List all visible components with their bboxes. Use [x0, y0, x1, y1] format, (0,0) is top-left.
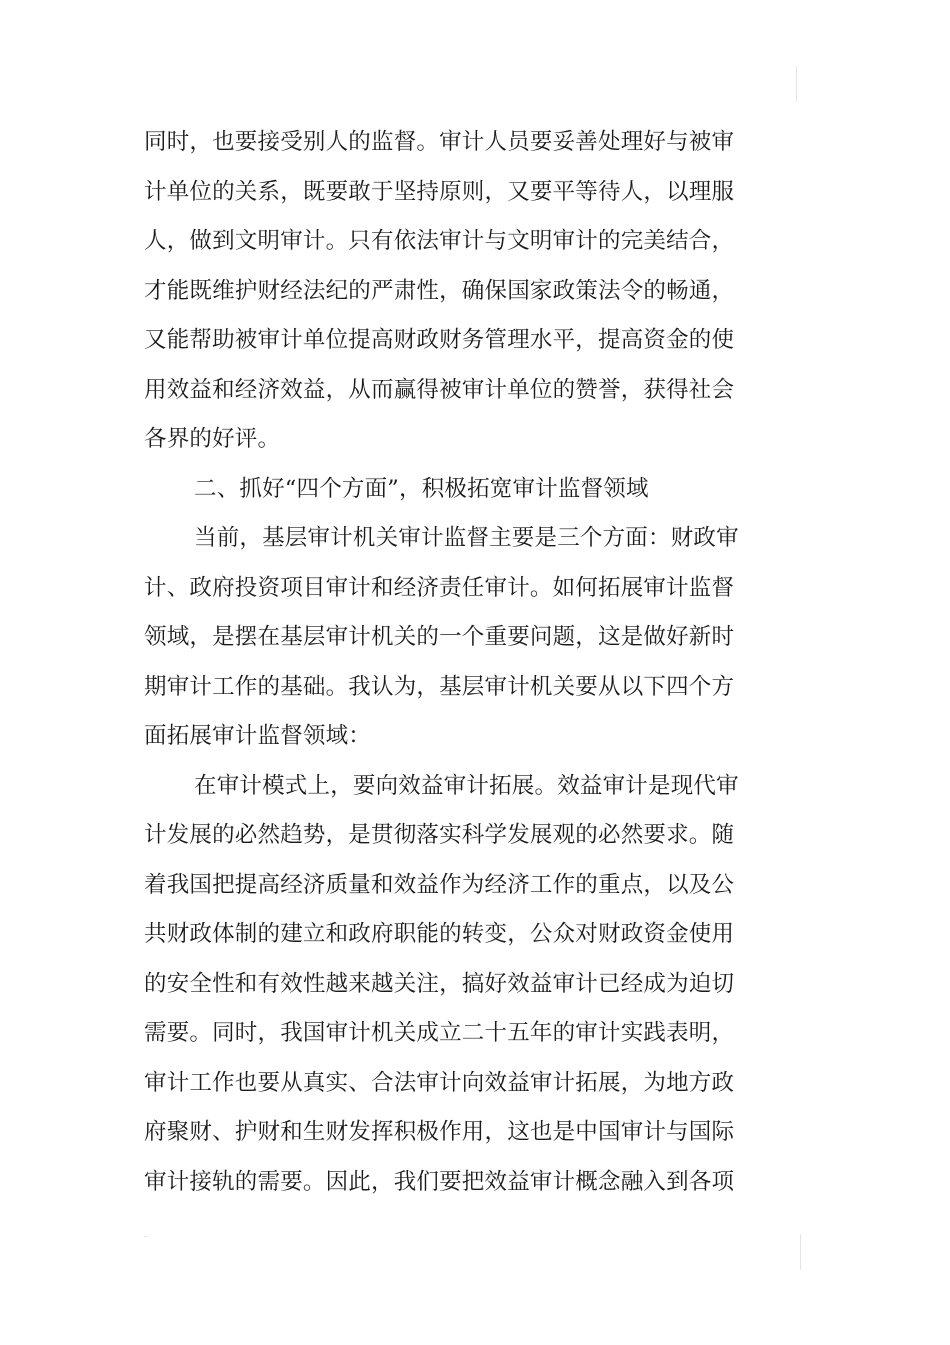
text-line: 期审计工作的基础。我认为，基层审计机关要从以下四个方 — [144, 673, 735, 700]
document-body — [144, 118, 744, 1207]
text-line: 审计接轨的需要。因此，我们要把效益审计概念融入到各项 — [144, 1168, 735, 1195]
text-line: 面拓展审计监督领域： — [144, 723, 372, 749]
page-margin-mark — [144, 1236, 148, 1237]
text-line: 计发展的必然趋势，是贯彻落实科学发展观的必然要求。随 — [144, 822, 735, 848]
text-line: 共财政体制的建立和政府职能的转变，公众对财政资金使用 — [144, 921, 735, 947]
text-line: 审计工作也要从真实、合法审计向效益审计拓展，为地方政 — [144, 1069, 735, 1096]
paragraph-first-line: 在审计模式上，要向效益审计拓展。效益审计是现代审 — [194, 772, 739, 799]
section-heading: 二、抓好“四个方面”，积极拓宽审计监督领域 — [194, 475, 649, 502]
paragraph-first-line: 当前，基层审计机关审计监督主要是三个方面：财政审 — [194, 525, 739, 551]
text-line: 才能既维护财经法纪的严肃性，确保国家政策法令的畅通， — [144, 277, 735, 304]
page-margin-mark — [796, 66, 797, 102]
text-line: 计单位的关系，既要敢于坚持原则，又要平等待人，以理服 — [144, 178, 735, 205]
text-line: 同时，也要接受别人的监督。审计人员要妥善处理好与被审 — [144, 129, 735, 155]
text-line: 需要。同时，我国审计机关成立二十五年的审计实践表明， — [144, 1020, 735, 1046]
text-line: 各界的好评。 — [144, 426, 281, 452]
text-line: 用效益和经济效益，从而赢得被审计单位的赞誉，获得社会 — [144, 376, 735, 403]
page-margin-mark — [800, 1234, 801, 1270]
text-line: 计、政府投资项目审计和经济责任审计。如何拓展审计监督 — [144, 574, 735, 601]
text-line: 又能帮助被审计单位提高财政财务管理水平，提高资金的使 — [144, 327, 735, 353]
text-line: 着我国把提高经济质量和效益作为经济工作的重点，以及公 — [144, 871, 735, 898]
text-line: 的安全性和有效性越来越关注，搞好效益审计已经成为迫切 — [144, 970, 735, 997]
text-line: 领域，是摆在基层审计机关的一个重要问题，这是做好新时 — [144, 624, 735, 650]
text-line: 人，做到文明审计。只有依法审计与文明审计的完美结合， — [144, 228, 735, 254]
text-line: 府聚财、护财和生财发挥积极作用，这也是中国审计与国际 — [144, 1119, 735, 1145]
